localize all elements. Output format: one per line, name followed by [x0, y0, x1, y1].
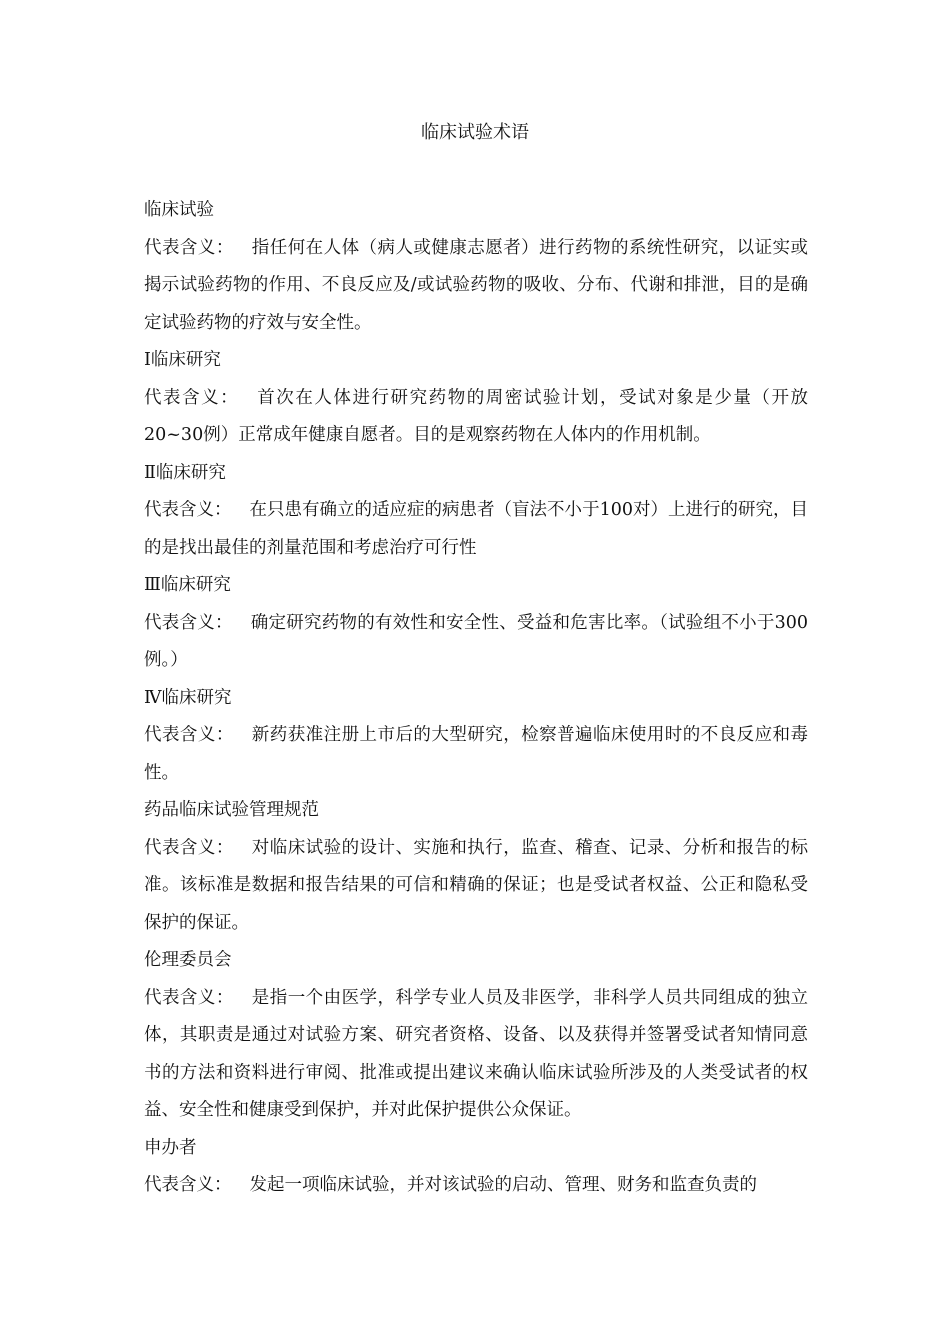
entry: [144, 942, 808, 1130]
entry: [144, 342, 808, 455]
definition-label: 代表含义：: [144, 987, 234, 1008]
definition-label: 代表含义：: [144, 237, 234, 258]
entry: [144, 455, 808, 568]
definition-label: 代表含义：: [144, 837, 234, 858]
definition-text: 发起一项临床试验，并对该试验的启动、管理、财务和监查负责的: [249, 1175, 757, 1195]
entry-definition: [144, 830, 808, 943]
entry-definition: [144, 717, 808, 792]
entry-term: 申办者: [144, 1137, 197, 1158]
entry-term: 药品临床试验管理规范: [144, 800, 319, 820]
definition-text: 对临床试验的设计、实施和执行，监查、稽查、记录、分析和报告的标准。该标准是数据和报告结果的可信和精确的保证；也是受试者权益、公正和隐私受保护的保证。: [144, 837, 809, 933]
entry-term: Ⅲ临床研究: [144, 575, 231, 595]
definition-text: 指任何在人体（病人或健康志愿者）进行药物的系统性研究，以证实或揭示试验药物的作用、不良反应及/或试验药物的吸收、分布、代谢和排泄，目的是确定试验药物的疗效与安全性。: [144, 237, 809, 333]
definition-label: 代表含义：: [144, 725, 234, 745]
entry: [144, 680, 808, 793]
entry: [144, 1130, 808, 1205]
definition-label: 代表含义：: [144, 612, 233, 633]
entry-term: Ⅰ临床研究: [144, 350, 221, 370]
entry-term: 伦理委员会: [144, 950, 232, 970]
definition-text: 确定研究药物的有效性和安全性、受益和危害比率。（试验组不小于300例。）: [144, 612, 808, 670]
entry-definition: [144, 1167, 808, 1205]
entry-definition: [144, 380, 808, 455]
entry-term: 临床试验: [144, 200, 214, 220]
definition-text: 是指一个由医学，科学专业人员及非医学，非科学人员共同组成的独立体，其职责是通过对试验方案、研究者资格、设备、以及获得并签署受试者知情同意书的方法和资料进行审阅、批准或提出建议来确认临床试验所涉及的人类受试者的权益、安全性和健康受到保护，并对此保护提供公众保证。: [144, 987, 809, 1120]
document-title: 临床试验术语: [421, 122, 529, 143]
entry: [144, 567, 808, 680]
document-body: [144, 192, 808, 1205]
entry-definition: [144, 605, 808, 680]
definition-text: 新药获准注册上市后的大型研究，检察普遍临床使用时的不良反应和毒性。: [144, 725, 809, 783]
entry-term: Ⅳ临床研究: [144, 687, 232, 708]
entry: [144, 792, 808, 942]
entry-definition: [144, 492, 808, 567]
definition-label: 代表含义：: [144, 500, 232, 520]
entry-definition: [144, 980, 808, 1130]
definition-text: 首次在人体进行研究药物的周密试验计划，受试对象是少量（开放20~30例）正常成年健康自愿者。目的是观察药物在人体内的作用机制。: [144, 387, 809, 445]
definition-label: 代表含义：: [144, 387, 240, 408]
definition-text: 在只患有确立的适应症的病患者（盲法不小于100对）上进行的研究，目的是找出最佳的剂量范围和考虑治疗可行性: [144, 500, 808, 558]
entry-definition: [144, 230, 808, 343]
definition-label: 代表含义：: [144, 1175, 232, 1195]
entry-term: Ⅱ临床研究: [144, 462, 226, 483]
entry: [144, 192, 808, 342]
